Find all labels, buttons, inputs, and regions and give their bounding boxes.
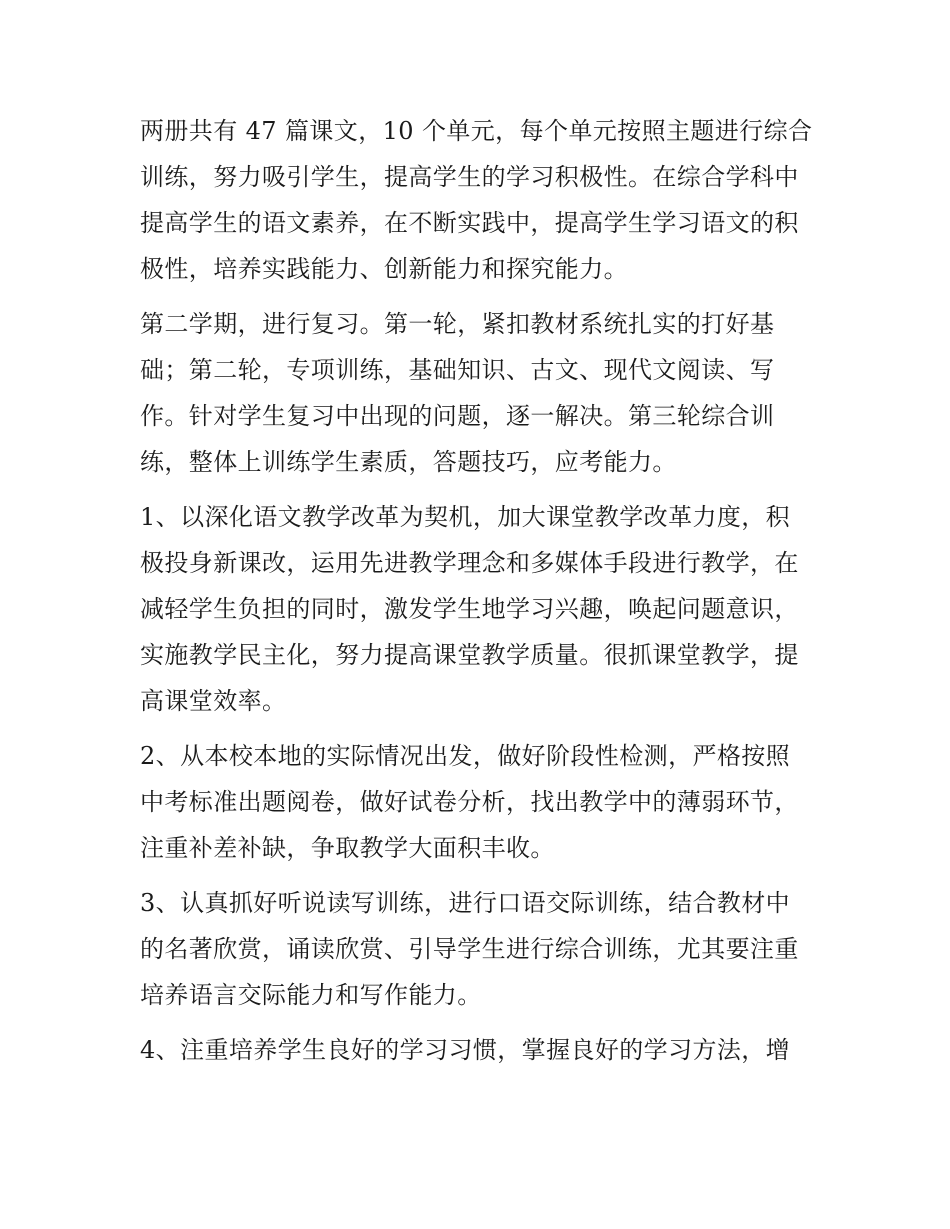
text-line: 的名著欣赏，诵读欣赏、引导学生进行综合训练，尤其要注重 — [140, 935, 799, 963]
text-line: 1、以深化语文教学改革为契机，加大课堂教学改革力度，积 — [140, 503, 791, 531]
text-line: 极性，培养实践能力、创新能力和探究能力。 — [140, 255, 628, 283]
text-line: 中考标准出题阅卷，做好试卷分析，找出教学中的薄弱环节， — [140, 788, 799, 816]
text-line: 础；第二轮，专项训练，基础知识、古文、现代文阅读、写 — [140, 356, 775, 384]
text-line: 实施教学民主化，努力提高课堂教学质量。很抓课堂教学，提 — [140, 641, 799, 669]
text-line: 培养语言交际能力和写作能力。 — [140, 981, 482, 1009]
paragraph-5 — [140, 880, 820, 1018]
text-line: 练，整体上训练学生素质，答题技巧，应考能力。 — [140, 448, 677, 476]
paragraph-gap — [140, 871, 820, 880]
paragraph-gap — [140, 292, 820, 301]
text-line: 高课堂效率。 — [140, 687, 287, 715]
text-line: 作。针对学生复习中出现的问题，逐一解决。第三轮综合训 — [140, 402, 775, 430]
paragraph-6 — [140, 1027, 820, 1073]
paragraph-1 — [140, 108, 820, 292]
text-line: 提高学生的语文素养，在不断实践中，提高学生学习语文的积 — [140, 209, 799, 237]
text-line: 减轻学生负担的同时，激发学生地学习兴趣，唤起问题意识， — [140, 595, 799, 623]
text-line: 3、认真抓好听说读写训练，进行口语交际训练，结合教材中 — [140, 889, 791, 917]
text-line: 两册共有 47 篇课文，10 个单元，每个单元按照主题进行综合 — [140, 117, 813, 145]
paragraph-4 — [140, 733, 820, 871]
paragraph-3 — [140, 494, 820, 724]
paragraph-gap — [140, 724, 820, 733]
text-line: 极投身新课改，运用先进教学理念和多媒体手段进行教学，在 — [140, 549, 799, 577]
text-line: 注重补差补缺，争取教学大面积丰收。 — [140, 834, 555, 862]
text-line: 2、从本校本地的实际情况出发，做好阶段性检测，严格按照 — [140, 742, 791, 770]
text-line: 4、注重培养学生良好的学习习惯，掌握良好的学习方法，增 — [140, 1036, 791, 1064]
paragraph-2 — [140, 301, 820, 485]
paragraph-gap — [140, 1018, 820, 1027]
text-line: 第二学期，进行复习。第一轮，紧扣教材系统扎实的打好基 — [140, 310, 775, 338]
paragraph-gap — [140, 485, 820, 494]
document-body — [140, 108, 820, 1073]
text-line: 训练，努力吸引学生，提高学生的学习积极性。在综合学科中 — [140, 163, 799, 191]
